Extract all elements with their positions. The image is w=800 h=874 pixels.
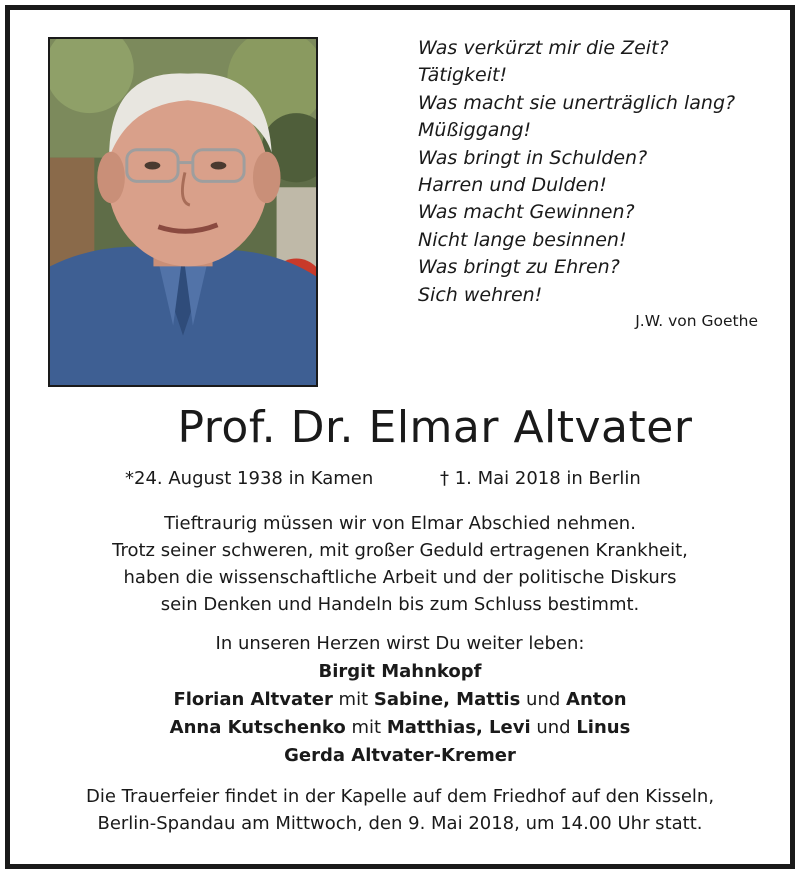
birth-date: *24. August 1938 in Kamen bbox=[125, 468, 374, 489]
mourner-name: Florian Altvater bbox=[173, 689, 333, 710]
goethe-poem bbox=[418, 35, 758, 309]
connector-text: und bbox=[520, 689, 567, 710]
mourner-name: Anton bbox=[566, 689, 627, 710]
deceased-name: Prof. Dr. Elmar Altvater bbox=[177, 402, 693, 453]
funeral-service-info bbox=[0, 783, 800, 837]
poem-line: Was macht sie unerträglich lang? bbox=[418, 91, 736, 114]
connector-text: und bbox=[530, 717, 577, 738]
mourner-line bbox=[0, 686, 800, 714]
poem-line: Sich wehren! bbox=[418, 283, 543, 306]
portrait-photo bbox=[48, 37, 318, 387]
poem-line: Harren und Dulden! bbox=[418, 174, 607, 197]
poem-line: Was macht Gewinnen? bbox=[418, 201, 635, 224]
connector-text: mit bbox=[332, 689, 374, 710]
poem-author: J.W. von Goethe bbox=[635, 312, 758, 330]
mourner-line bbox=[0, 714, 800, 742]
mourner-name: Sabine, Mattis bbox=[373, 689, 521, 710]
message-line: haben die wissenschaftliche Arbeit und der politische Diskurs bbox=[123, 567, 677, 588]
service-line: Berlin-Spandau am Mittwoch, den 9. Mai 2018, um 14.00 Uhr statt. bbox=[97, 813, 703, 834]
poem-line: Was verkürzt mir die Zeit? bbox=[418, 37, 669, 59]
mourner-line: Birgit Mahnkopf bbox=[318, 661, 482, 682]
poem-line: Nicht lange besinnen! bbox=[418, 228, 627, 251]
mourner-name: Anna Kutschenko bbox=[169, 717, 346, 738]
message-line: Trotz seiner schweren, mit großer Geduld ertragenen Krankheit, bbox=[112, 540, 688, 561]
poem-line: Was bringt zu Ehren? bbox=[418, 256, 620, 279]
message-line: Tieftraurig müssen wir von Elmar Abschied nehmen. bbox=[164, 513, 636, 534]
life-dates bbox=[0, 468, 800, 492]
mourner-name: Matthias, Levi bbox=[386, 717, 531, 738]
poem-line: Was bringt in Schulden? bbox=[418, 146, 648, 169]
mourning-message bbox=[0, 510, 800, 618]
mourner-name: Linus bbox=[576, 717, 631, 738]
death-date: † 1. Mai 2018 in Berlin bbox=[440, 468, 641, 489]
message-line: sein Denken und Handeln bis zum Schluss bestimmt. bbox=[160, 594, 640, 615]
poem-line: Tätigkeit! bbox=[418, 64, 508, 87]
service-line: Die Trauerfeier findet in der Kapelle auf dem Friedhof auf den Kisseln, bbox=[85, 786, 715, 807]
poem-line: Müßiggang! bbox=[418, 119, 532, 142]
mourners-list bbox=[0, 630, 800, 770]
mourners-intro: In unseren Herzen wirst Du weiter leben: bbox=[215, 633, 585, 654]
connector-text: mit bbox=[345, 717, 387, 738]
mourner-line: Gerda Altvater-Kremer bbox=[284, 745, 516, 766]
